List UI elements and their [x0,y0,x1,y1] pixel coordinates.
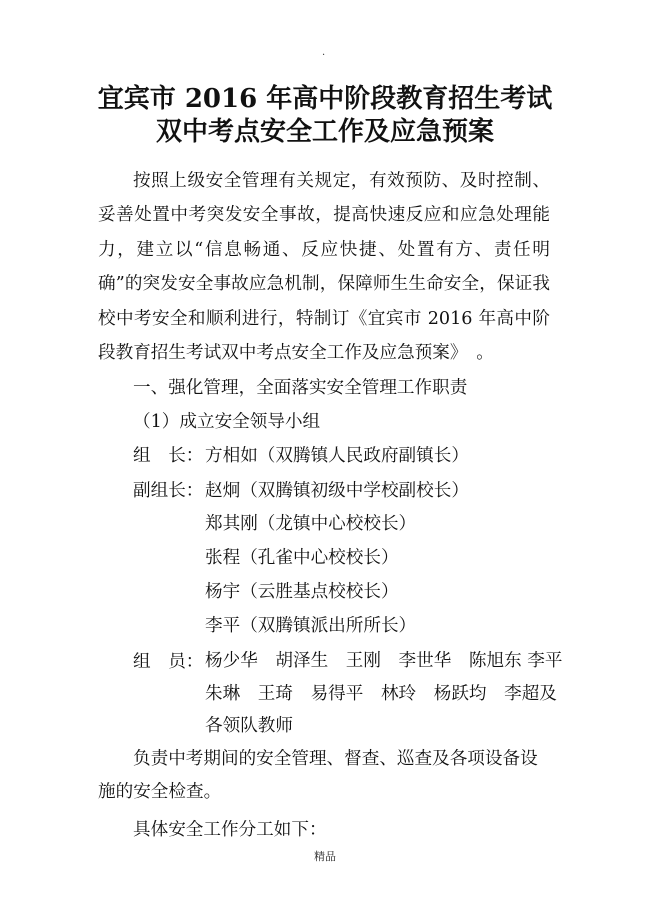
deputy-item: 赵炯（双腾镇初级中学校副校长） [205,481,469,501]
division-heading: 具体安全工作分工如下： [133,820,327,840]
subsection-heading-1: （1）成立安全领导小组 [133,412,321,432]
top-dot: . [322,47,326,58]
document-title-line2: 双中考点安全工作及应急预案 [155,117,494,147]
deputy-item: 李平（双腾镇派出所所长） [205,616,417,636]
leader-value: 方相如（双腾镇人民政府副镇长） [205,446,469,466]
deputy-item: 郑其刚（龙镇中心校校长） [205,514,417,534]
deputy-item: 张程（孔雀中心校校长） [205,548,399,568]
page-footer: 精品 [314,850,336,863]
deputy-label: 副组长： [133,481,204,501]
intro-paragraph: 按照上级安全管理有关规定，有效预防、及时控制、妥善处置中考突发安全事故，提高快速反应和应急处理能力，建立以“信息畅通、反应快捷、处置有方、责任明确”的突发安全事故应急机制，保障师生生命安全，保证我校中考安全和顺利进行，特制订《宜宾市 2016 年高中阶段教育招生考试双中考点安全工作及应急预案》 。 [98,171,550,364]
duty-paragraph: 负责中考期间的安全管理、督查、巡查及各项设备设施的安全检查。 [98,749,538,802]
deputy-item: 杨宇（云胜基点校校长） [205,582,399,602]
section-heading-1: 一、强化管理，全面落实安全管理工作职责 [133,378,468,398]
members-value: 杨少华 胡泽生 王刚 李世华 陈旭东 李平 朱琳 王琦 易得平 林玲 杨跃均 李超及各领队教师 [205,651,563,736]
leader-label: 组 长： [133,446,204,466]
document-title-line1: 宜宾市 2016 年高中阶段教育招生考试 [97,84,553,114]
members-label: 组 员： [133,652,204,672]
